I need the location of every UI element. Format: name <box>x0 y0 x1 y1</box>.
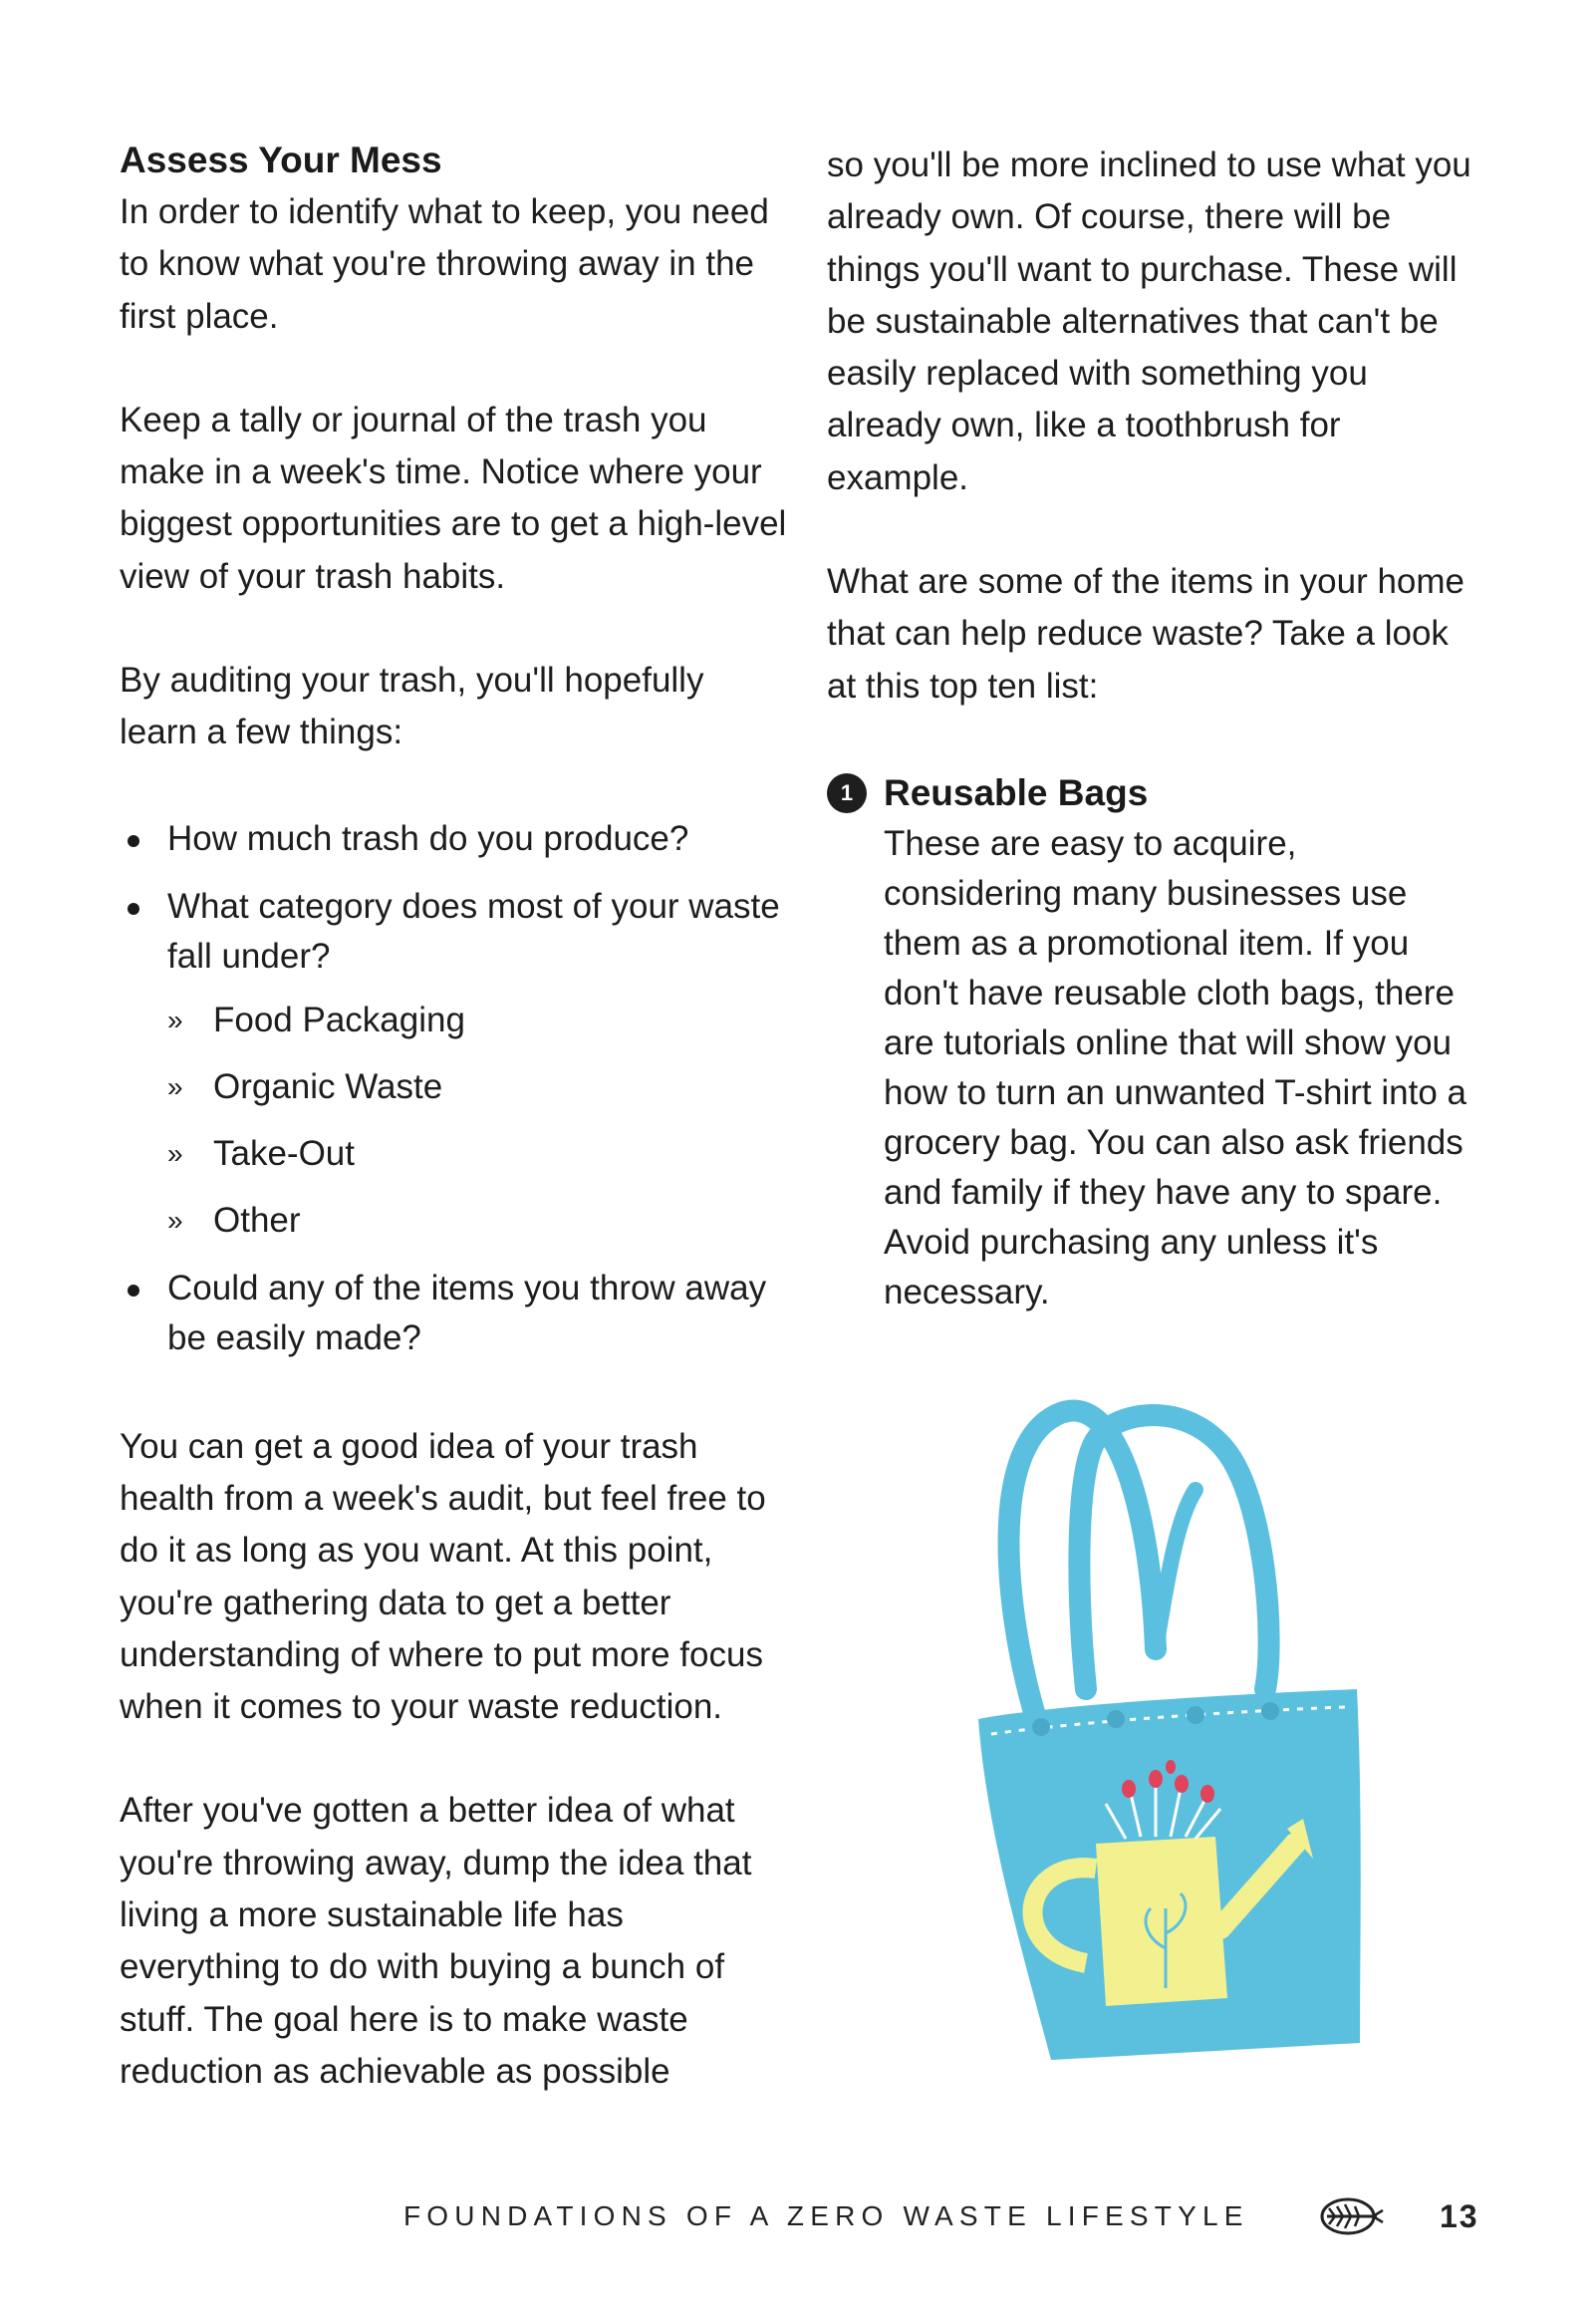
left-column <box>120 135 787 2098</box>
page-number: 13 <box>1440 2198 1479 2234</box>
item-description <box>827 819 1484 1317</box>
list-item: How much trash do you produce? <box>120 814 787 864</box>
page-footer <box>403 2192 1499 2242</box>
sub-list-item: » Food Packaging <box>167 996 787 1045</box>
goal-paragraph: After you've gotten a better idea of what you're throwing away, dump the idea that living a more sustainable life has everything to do with buying a bunch of stuff. The goal here is to make waste reduction as achievable as possible <box>120 1791 752 2091</box>
tote-bag-watering-can-illustration <box>966 1390 1385 2078</box>
book-title: FOUNDATIONS OF A ZERO WASTE LIFESTYLE <box>403 2200 1249 2231</box>
chevron-marker-icon: » <box>167 1004 183 1035</box>
audit-paragraph: By auditing your trash, you'll hopefully learn a few things: <box>120 661 704 752</box>
intro-paragraph: In order to identify what to keep, you need to know what you're throwing away in the first place. <box>120 192 769 336</box>
sub-list-item: » Other <box>167 1196 787 1246</box>
list-item: What category does most of your waste fall under? » Food Packaging » Organic Waste » Take-Out » Other <box>120 882 787 1246</box>
section-heading: Assess Your Mess <box>120 140 442 180</box>
chevron-marker-icon: » <box>167 1137 183 1169</box>
right-column <box>827 140 1484 1317</box>
tally-paragraph: Keep a tally or journal of the trash you make in a week's time. Notice where your biggest opportunities are to get a high-level view of your trash habits. <box>120 400 787 596</box>
continuation-paragraph: so you'll be more inclined to use what you already own. Of course, there will be things you'll want to purchase. These will be sustainable alternatives that can't be easily replaced with something you already own, like a toothbrush for example. <box>827 145 1471 497</box>
audit-list <box>120 814 787 1363</box>
week-audit-paragraph: You can get a good idea of your trash health from a week's audit, but feel free to do it as long as you want. At this point, you're gathering data to get a better understanding of where to put more focus when it comes to your waste reduction. <box>120 1426 766 1727</box>
chevron-marker-icon: » <box>167 1070 183 1102</box>
list-item-header <box>827 767 1484 819</box>
sub-list-item: » Take-Out <box>167 1129 787 1179</box>
number-badge: 1 <box>827 773 867 813</box>
question-paragraph: What are some of the items in your home that can help reduce waste? Take a look at this top ten list: <box>827 562 1464 706</box>
item-title: Reusable Bags <box>884 771 1149 813</box>
list-item: Could any of the items you throw away be easily made? <box>120 1264 787 1363</box>
chevron-marker-icon: » <box>167 1204 183 1236</box>
item-body-text: These are easy to acquire, considering many businesses use them as a promotional item. If you don't have reusable cloth bags, there are tutorials online that will show you how to turn an unwanted T-shirt into a grocery bag. You can also ask friends and family if they have any to spare. Avoid purchasing any unless it's necessary. <box>884 823 1466 1311</box>
leaf-logo-icon <box>1315 2192 1385 2240</box>
sub-list-item: » Organic Waste <box>167 1062 787 1112</box>
category-sublist <box>167 996 787 1246</box>
